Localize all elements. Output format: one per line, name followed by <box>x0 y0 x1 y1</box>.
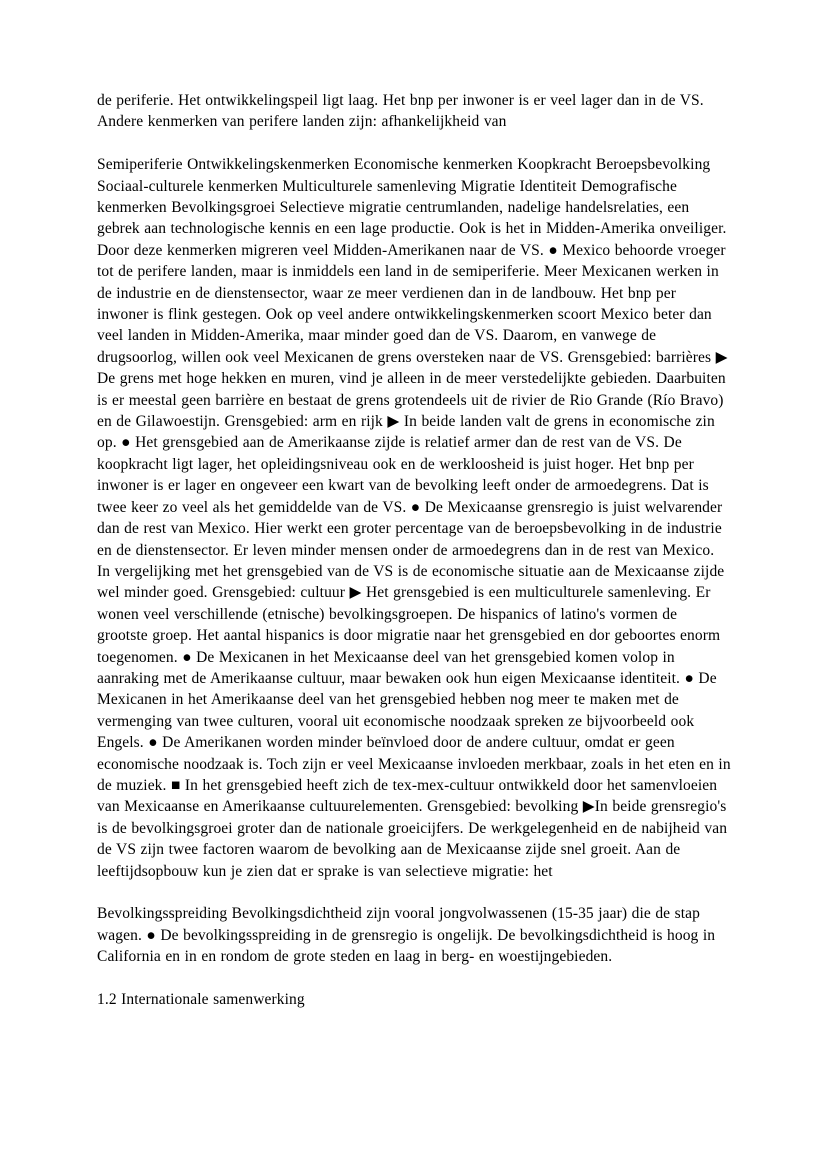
paragraph-periphery-intro: de periferie. Het ontwikkelingspeil ligt laag. Het bnp per inwoner is er veel lager dan in de VS. Andere kenmerken van perifere landen zijn: afhankelijkheid van <box>97 92 704 131</box>
section-heading-1-2-internationale-samenwerking: 1.2 Internationale samenwerking <box>97 991 305 1009</box>
paragraph-population-distribution: Bevolkingsspreiding Bevolkingsdichtheid zijn vooral jongvolwassenen (15-35 jaar) die de stap wagen. ● De bevolkingsspreiding in de grensregio is ongelijk. De bevolkingsdichtheid is hoog in California en in en rondom de grote steden en laag in berg- en woestijngebieden. <box>97 905 716 966</box>
document-body-text <box>97 90 731 1010</box>
paragraph-semiperiphery-border-region: Semiperiferie Ontwikkelingskenmerken Economische kenmerken Koopkracht Beroepsbevolking Sociaal-culturele kenmerken Multiculturele samenleving Migratie Identiteit Demografische kenmerken Bevolkingsgroei Selectieve migratie centrumlanden, nadelige handelsrelaties, een gebrek aan technologische kennis en een lage productie. Ook is het in Midden-Amerika onveiliger. Door deze kenmerken migreren veel Midden-Amerikanen naar de VS. ● Mexico behoorde vroeger tot de perifere landen, maar is inmiddels een land in de semiperiferie. Meer Mexicanen werken in de industrie en de dienstensector, waar ze meer verdienen dan in de landbouw. Het bnp per inwoner is flink gestegen. Ook op veel andere ontwikkelingskenmerken scoort Mexico beter dan veel landen in Midden-Amerika, maar minder goed dan de VS. Daarom, en vanwege de drugsoorlog, willen ook veel Mexicanen de grens oversteken naar de VS. Grensgebied: barrières ▶ De grens met hoge hekken en muren, vind je alleen in de meer verstedelijkte gebieden. Daarbuiten is er meestal geen barrière en bestaat de grens grotendeels uit de rivier de Rio Grande (Río Bravo) en de Gilawoestijn. Grensgebied: arm en rijk ▶ In beide landen valt de grens in economische zin op. ● Het grensgebied aan de Amerikaanse zijde is relatief armer dan de rest van de VS. De koopkracht ligt lager, het opleidingsniveau ook en de werkloosheid is juist hoger. Het bnp per inwoner is er lager en ongeveer een kwart van de bevolking leeft onder de armoedegrens. Dat is twee keer zo veel als het gemiddelde van de VS. ● De Mexicaanse grensregio is juist welvarender dan de rest van Mexico. Hier werkt een groter percentage van de beroepsbevolking in de industrie en de dienstensector. Er leven minder mensen onder de armoedegrens dan in de rest van Mexico. In vergelijking met het grensgebied van de VS is de economische situatie aan de Mexicaanse zijde wel minder goed. Grensgebied: cultuur ▶ Het grensgebied is een multiculturele samenleving. Er wonen veel verschillende (etnische) bevolkingsgroepen. De hispanics of latino's vormen de grootste groep. Het aantal hispanics is door migratie naar het grensgebied en dor geboortes enorm toegenomen. ● De Mexicanen in het Mexicaanse deel van het grensgebied komen volop in aanraking met de Amerikaanse cultuur, maar bewaken ook hun eigen Mexicaanse identiteit. ● De Mexicanen in het Amerikaanse deel van het grensgebied hebben nog meer te maken met de vermenging van twee culturen, vooral uit economische noodzaak spreken ze bijvoorbeeld ook Engels. ● De Amerikanen worden minder beïnvloed door de andere cultuur, omdat er geen economische noodzaak is. Toch zijn er veel Mexicaanse invloeden merkbaar, zoals in het eten en in de muziek. ■ In het grensgebied heeft zich de tex-mex-cultuur ontwikkeld door het samenvloeien van Mexicaanse en Amerikaanse cultuurelementen. Grensgebied: bevolking ▶In beide grensregio's is de bevolkingsgroei groter dan de nationale groeicijfers. De werkgelegenheid en de nabijheid van de VS zijn twee factoren waarom de bevolking aan de Mexicaanse zijde snel groeit. Aan de leeftijdsopbouw kun je zien dat er sprake is van selectieve migratie: het <box>97 156 731 880</box>
